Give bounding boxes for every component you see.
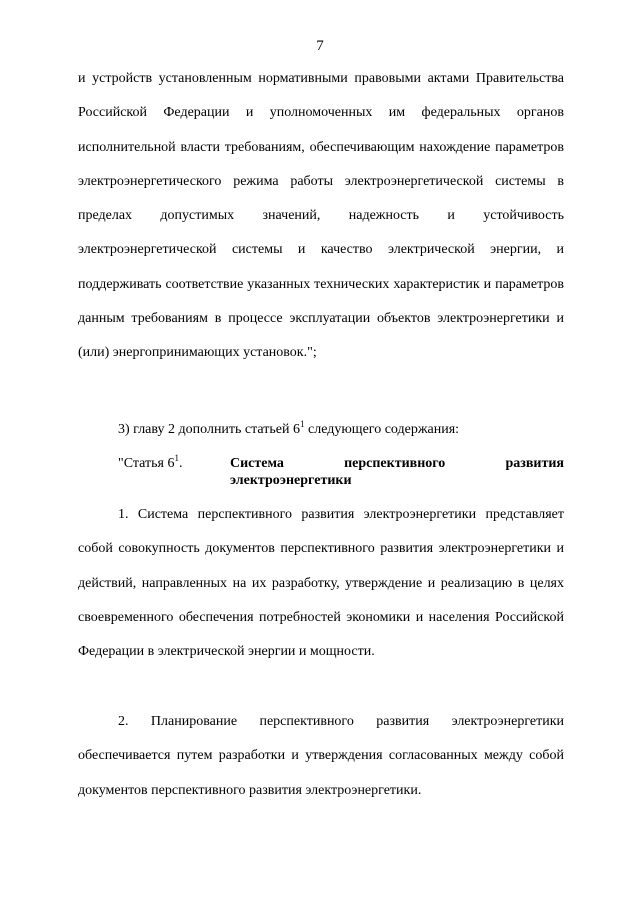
article-title-line-2: электроэнергетики [230, 473, 352, 488]
amendment-item-3-superscript: 1 [300, 419, 305, 429]
paragraph-2-block [78, 705, 564, 808]
amendment-item-3 [118, 413, 459, 447]
amendment-item-3-text-end: следующего содержания: [304, 422, 460, 437]
paragraph-1-block [78, 498, 564, 669]
amendment-item-3-text: 3) главу 2 дополнить статьей 6 [118, 422, 300, 437]
article-title-line-1: Система перспективного развития [230, 456, 564, 471]
continuation-paragraph: и устройств установленным нормативными правовыми актами Правительства Российской Федерации и уполномоченных им федеральных органов исполнительной власти требованиям, обеспечивающим нахождение параметров электроэнергетического режима работы электроэнергетической системы в пределах допустимых значений, надежность и устойчивость электроэнергетической системы и качество электрической энергии, и поддерживать соответствие указанных технических характеристик и параметров данным требованиям в процессе эксплуатации объектов электроэнергетики и (или) энергопринимающих установок."; [78, 71, 564, 361]
article-number-superscript: 1 [174, 453, 179, 463]
paragraph-1: 1. Система перспективного развития электроэнергетики представляет собой совокупность документов перспективного развития электроэнергетики и действий, направленных на их разработку, утверждение и реализацию в целях своевременного обеспечения потребностей экономики и населения Российской Федерации в электрической энергии и мощности. [78, 507, 564, 660]
article-label-dot: . [178, 456, 183, 471]
article-heading-label [118, 455, 182, 472]
article-title [230, 455, 564, 489]
page-number: 7 [316, 38, 324, 54]
article-label: "Статья 6 [118, 456, 175, 471]
continuation-block [78, 62, 564, 371]
paragraph-2: 2. Планирование перспективного развития электроэнергетики обеспечивается путем разработки и утверждения согласованных между собой документов перспективного развития электроэнергетики. [78, 714, 564, 798]
